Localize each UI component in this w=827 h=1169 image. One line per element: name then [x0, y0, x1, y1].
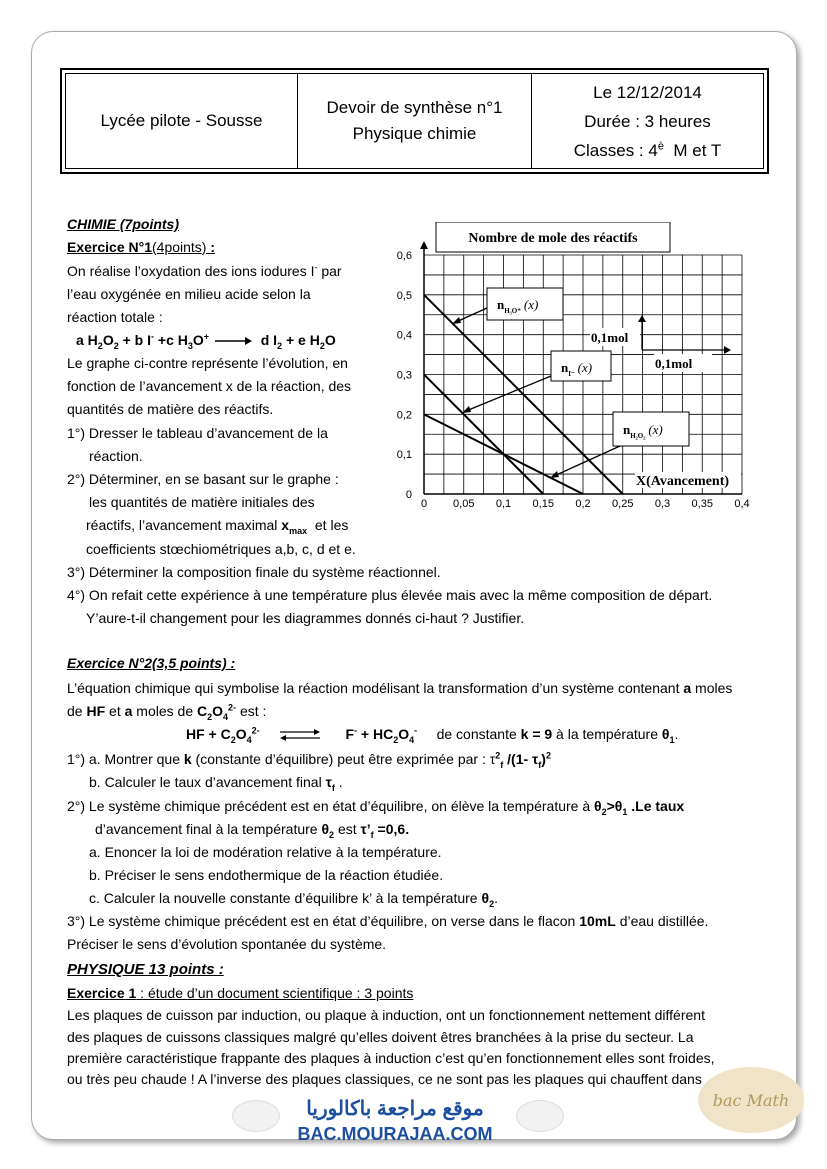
x-tick-label: 0,25 [612, 498, 634, 510]
header-school [66, 74, 298, 168]
ex1-intro-1: On réalise l’oxydation des ions iodures I- par [67, 262, 342, 279]
label-h2o2: $n_{H_2O_2}$ (x) [623, 422, 663, 440]
x-tick-label: 0 [420, 498, 428, 510]
phys-p1: Les plaques de cuisson par induction, ou plaque à induction, ont un fonctionnement nettement différent [67, 1007, 705, 1023]
scale-y-label: 0,1mol [591, 330, 629, 345]
ex1-q2a: 2°) Déterminer, en se basant sur le graphe : [67, 471, 339, 487]
footer-arabic[interactable]: موقع مراجعة باكالوريا [306, 1098, 484, 1120]
ex2-line2: de HF et a moles de $C_2O_4^{2-}$ est : [67, 702, 267, 722]
bac-math-badge: bac Math [698, 1067, 804, 1133]
ex1-q2d: coefficients stœchiométriques a,b, c, d et e. [86, 541, 356, 557]
exam-subject: Physique chimie [352, 124, 477, 143]
ex1-q4b: Y’aure-t-il changement pour les diagrammes donnés ci-haut ? Justifier. [86, 610, 525, 626]
x-tick-label: 0,4 [734, 498, 750, 510]
x-tick-label: 0,3 [654, 498, 671, 510]
phys-p2: des plaques de cuissons classiques malgré qu’elles doivent êtres branchées à la prise du secteur. La [67, 1029, 694, 1045]
y-tick-label: 0,2 [396, 409, 412, 422]
header-info [532, 74, 763, 168]
ex1-q1a: 1°) Dresser le tableau d’avancement de la [67, 425, 328, 441]
ex1-graph-3: quantités de matière des réactifs. [67, 401, 274, 417]
ex1-graph-1: Le graphe ci-contre représente l’évolution, en [67, 355, 348, 371]
label-h3o: $n_{H_3O^+}$ (x) [497, 297, 539, 315]
scale-y-arrow-icon [638, 315, 646, 322]
ex2-equation: HF + $C_2O_4^{2-}$ $F^- + HC_2O_4^-$ de constante k = 9 à la température $\theta_1$. [186, 725, 679, 745]
logo-right-icon [516, 1100, 564, 1132]
y-tick-label: 0 [405, 489, 412, 501]
x-tick-label: 0,1 [495, 498, 512, 510]
x-tick-label: 0,35 [691, 498, 713, 510]
pointer-h3o-arrow-icon [452, 317, 461, 324]
y-tick-label: 0,4 [396, 329, 412, 342]
ex1-q3: 3°) Déterminer la composition finale du système réactionnel. [67, 564, 441, 580]
ex2-q1a: 1°) a. Montrer que k (constante d’équilibre) peut être exprimée par : $\tau^2_f$ /(1- $\tau_f)^2$ [67, 750, 551, 770]
pointer-h2o2-arrow-icon [550, 471, 559, 478]
moles-chart [390, 222, 760, 517]
ex2-title: Exercice N°2(3,5 points) : [67, 655, 236, 671]
ex2-q2a: 2°) Le système chimique précédent est en état d’équilibre, on élève la température à $\theta_2>\theta_1$ .Le taux [67, 798, 685, 817]
scale-x-label: 0,1mol [655, 356, 693, 371]
logo-left-icon [232, 1100, 280, 1132]
phys-ex1-heading: Exercice 1 : étude d’un document scientifique : 3 points [67, 985, 414, 1001]
ex1-q2b: les quantités de matière initiales des [89, 494, 315, 510]
y-tick-label: 0,1 [396, 449, 412, 462]
exam-classes: Classes : $4^è$ M et T [573, 139, 722, 160]
ex2-line1: L’équation chimique qui symbolise la réaction modélisant la transformation d’un système contenant a moles [67, 680, 733, 696]
y-tick-label: 0,5 [396, 289, 412, 302]
scale-x-arrow-icon [724, 346, 731, 354]
ex2-q2-b: b. Préciser le sens endothermique de la réaction étudiée. [89, 867, 444, 883]
ex2-q3b: Préciser le sens d’évolution spontanée du système. [67, 936, 387, 952]
school-name: Lycée pilote - Sousse [100, 111, 263, 130]
chart-title: Nombre de mole des réactifs [468, 231, 638, 246]
pointer-h2o2 [554, 446, 620, 476]
phys-p3: première caractéristique frappante des plaques à induction c’est qu’en fonctionnement elles sont froides, [67, 1050, 715, 1066]
x-tick-label: 0,05 [453, 498, 475, 510]
exam-duration: Durée : 3 heures [584, 111, 711, 131]
exam-title: Devoir de synthèse n°1 [326, 98, 503, 117]
ex1-q1b: réaction. [89, 448, 143, 464]
label-i: $n_{I^-}$ (x) [561, 360, 593, 378]
ex2-q3a: 3°) Le système chimique précédent est en état d’équilibre, on verse dans le flacon 10mL d’eau distillée. [67, 913, 709, 929]
ex1-graph-2: fonction de l’avancement x de la réaction, des [67, 378, 352, 394]
chimie-title: CHIMIE (7points) [67, 216, 179, 232]
pointer-i [466, 376, 551, 411]
physique-title: PHYSIQUE 13 points : [67, 961, 224, 978]
ex1-intro-2: l’eau oxygénée en milieu acide selon la [67, 286, 311, 302]
ex1-q2c: réactifs, l’avancement maximal $x_{max}$ et les [86, 517, 349, 536]
y-tick-label: 0,6 [396, 250, 412, 262]
ex2-q1b: b. Calculer le taux d’avancement final $\tau_f$ . [89, 774, 343, 793]
ex1-equation: a $H_2O_2 + b$ I- +c $H_3O^+$ d $I_2 + e$ $H_2O$ [76, 331, 336, 351]
ex2-q2b: d’avancement final à la température $\theta_2$ est $\tau’_f =0,6$. [95, 821, 410, 840]
phys-p4: ou très peu chaude ! A l’inverse des plaques classiques, ce ne sont pas les plaques qui chauffent dans [67, 1071, 702, 1087]
ex2-q2-c: c. Calculer la nouvelle constante d’équilibre k’ à la température $\theta_2$. [89, 890, 498, 909]
header-exam [298, 74, 532, 168]
y-tick-label: 0,3 [396, 369, 412, 382]
y-axis-arrow-icon [420, 241, 428, 249]
chart-xlabel: X(Avancement) [636, 474, 730, 489]
ex1-intro-3: réaction totale : [67, 309, 163, 325]
x-tick-label: 0,15 [532, 498, 554, 510]
ex1-heading: Exercice N°1(4points) : [67, 239, 216, 255]
footer-url-link[interactable]: BAC.MOURAJAA.COM [297, 1124, 493, 1144]
equilibrium-arrows-icon [278, 728, 322, 742]
header-table [60, 68, 769, 174]
exam-date: Le 12/12/2014 [593, 82, 702, 102]
reaction-arrow-icon [213, 336, 253, 346]
ex2-q2-a: a. Enoncer la loi de modération relative à la température. [89, 844, 442, 860]
x-tick-label: 0,2 [575, 498, 591, 510]
ex1-q4a: 4°) On refait cette expérience à une température plus élevée mais avec la même composition de départ. [67, 587, 713, 603]
